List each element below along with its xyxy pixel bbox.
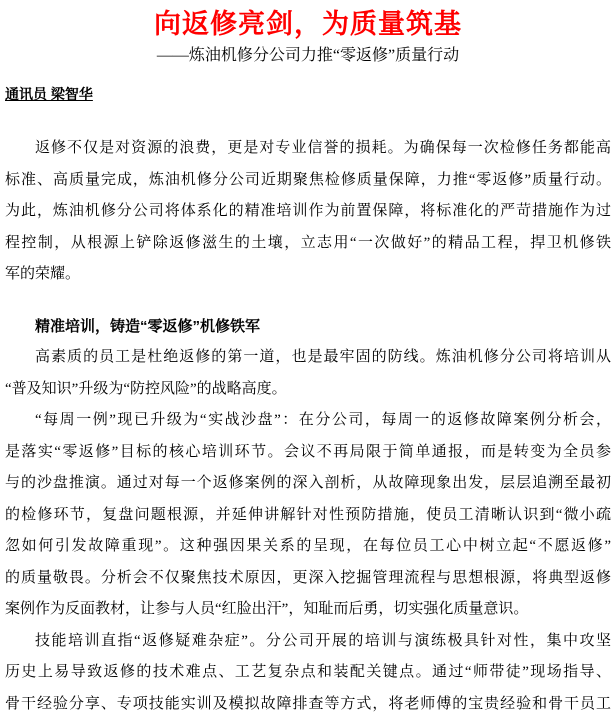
article-body xyxy=(5,133,611,718)
paragraph-line: 为此，炼油机修分公司将体系化的精准培训作为前置保障，将标准化的严苛措施作为过 xyxy=(5,203,611,219)
paragraph-line: 军的荣耀。 xyxy=(5,266,81,282)
paragraph-line: 程控制，从根源上铲除返修滋生的土壤，立志用“一次做好”的精品工程，捍卫机修铁 xyxy=(5,234,611,251)
byline-row xyxy=(5,85,611,104)
article-title: 向返修亮剑，为质量筑基 xyxy=(154,9,462,39)
paragraph-line: 骨干经验分享、专项技能实训及模拟故障排查等方式，将老师傅的宝贵经验和骨干员工 xyxy=(5,695,611,712)
document-content xyxy=(5,7,611,718)
paragraph-line: 忽如何引发故障重现”。这种强因果关系的呈现，在每位员工心中树立起“不愿返修” xyxy=(5,538,611,554)
paragraph-line: 案例作为反面教材，让参与人员“红脸出汗”，知耻而后勇，切实强化质量意识。 xyxy=(5,601,529,617)
byline: 通讯员 梁智华 xyxy=(5,86,93,102)
paragraph-line: 高素质的员工是杜绝返修的第一道，也是最牢固的防线。炼油机修分公司将培训从 xyxy=(35,349,611,365)
article-subtitle: ——炼油机修分公司力推“零返修”质量行动 xyxy=(156,47,460,64)
paragraph-line: 返修不仅是对资源的浪费，更是对专业信誉的损耗。为确保每一次检修任务都能高 xyxy=(35,140,611,156)
paragraph-line: “每周一例”现已升级为“实战沙盘”：在分公司，每周一的返修故障案例分析会， xyxy=(35,412,611,428)
paragraph-line: 与的沙盘推演。通过对每一个返修案例的深入剖析，从故障现象出发，层层追溯至最初 xyxy=(5,475,611,491)
paragraph-line: “普及知识”升级为“防控风险”的战略高度。 xyxy=(5,380,287,397)
section-heading: 精准培训，铸造“零返修”机修铁军 xyxy=(35,317,261,335)
paragraph-line: 的质量敬畏。分析会不仅聚焦技术原因，更深入挖掘管理流程与思想根源，将典型返修 xyxy=(5,569,611,586)
paragraph-line: 是落实“零返修”目标的核心培训环节。会议不再局限于简单通报，而是转变为全员参 xyxy=(5,443,611,460)
paragraph-line: 的检修环节，复盘问题根源，并延伸讲解针对性预防措施，使员工清晰认识到“微小疏 xyxy=(5,506,611,523)
paragraph-line: 标准、高质量完成，炼油机修分公司近期聚焦检修质量保障，力推“零返修”质量行动。 xyxy=(5,171,611,188)
paragraph-line: 技能培训直指“返修疑难杂症”。分公司开展的培训与演练极具针对性，集中攻坚 xyxy=(35,632,611,649)
paragraph-line: 历史上易导致返修的技术难点、工艺复杂点和装配关键点。通过“师带徒”现场指导、 xyxy=(5,664,611,680)
